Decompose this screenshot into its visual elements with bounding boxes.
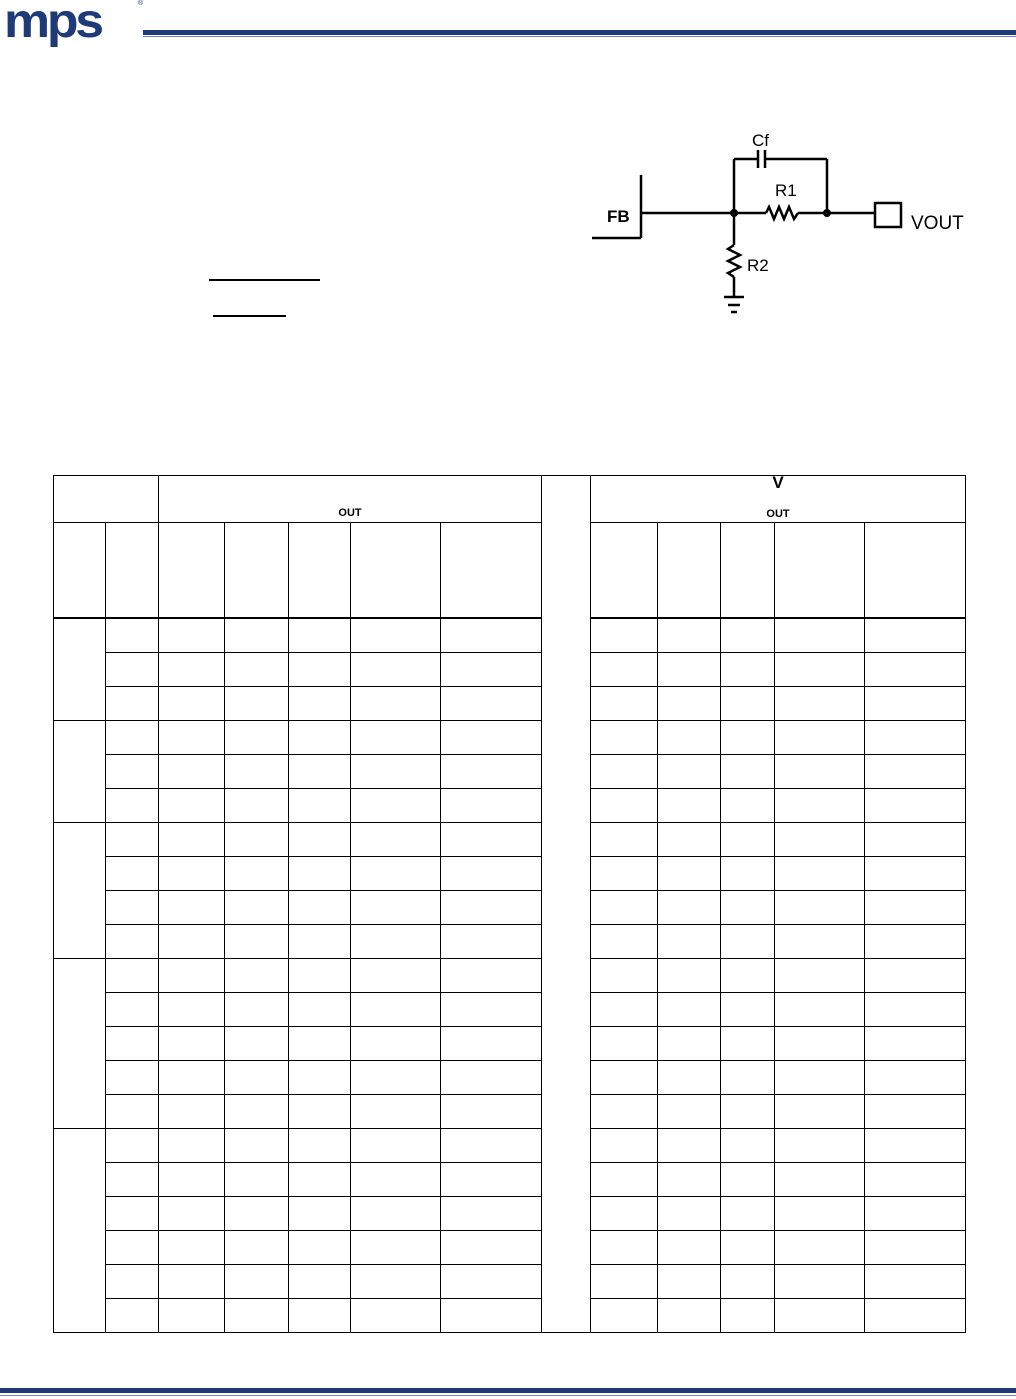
r1-resistor bbox=[766, 207, 798, 219]
table-row bbox=[54, 789, 966, 823]
feedback-network-schematic bbox=[588, 125, 988, 325]
table-row bbox=[54, 891, 966, 925]
table-row bbox=[54, 1061, 966, 1095]
column-header bbox=[54, 523, 106, 619]
junction-dot bbox=[823, 209, 831, 217]
group-cell bbox=[54, 959, 106, 1129]
r2-label: R2 bbox=[747, 256, 769, 275]
logo-text: mps bbox=[4, 0, 101, 48]
fb-label: FB bbox=[607, 207, 630, 226]
equation-fraction-bar bbox=[213, 315, 286, 317]
component-selection-table bbox=[53, 475, 966, 1333]
column-header bbox=[658, 523, 721, 619]
header-rule bbox=[143, 30, 1016, 35]
r1-label: R1 bbox=[775, 181, 797, 200]
vout-label: VOUT bbox=[911, 213, 964, 234]
table-row bbox=[54, 618, 966, 653]
equation-fraction-bar bbox=[209, 279, 320, 281]
table-row bbox=[54, 1027, 966, 1061]
footer-rule-thin bbox=[0, 1395, 1016, 1396]
table-row bbox=[54, 1129, 966, 1163]
column-header bbox=[775, 523, 865, 619]
column-header bbox=[441, 523, 542, 619]
table-gap-column bbox=[542, 476, 591, 1333]
left-vout-subscript: OUT bbox=[338, 507, 362, 519]
table-row bbox=[54, 1299, 966, 1333]
group-cell bbox=[54, 721, 106, 823]
table-row bbox=[54, 959, 966, 993]
left-vout-header bbox=[159, 476, 542, 523]
table-row bbox=[54, 823, 966, 857]
registered-mark: ® bbox=[138, 0, 144, 7]
column-header bbox=[106, 523, 159, 619]
right-vout-subscript: OUT bbox=[766, 508, 790, 520]
group-cell bbox=[54, 823, 106, 959]
table-row bbox=[54, 1163, 966, 1197]
column-header bbox=[865, 523, 966, 619]
column-header bbox=[721, 523, 775, 619]
mps-logo bbox=[4, 0, 144, 48]
right-vout-symbol: V bbox=[772, 473, 784, 492]
group-cell bbox=[54, 618, 106, 721]
column-header bbox=[159, 523, 225, 619]
table-row bbox=[54, 1231, 966, 1265]
vout-terminal bbox=[875, 203, 901, 227]
table-row bbox=[54, 755, 966, 789]
cf-label: Cf bbox=[752, 131, 769, 150]
group-cell bbox=[54, 1129, 106, 1333]
right-vout-header bbox=[591, 473, 966, 523]
table-corner-header bbox=[54, 476, 159, 523]
table-row bbox=[54, 687, 966, 721]
table-row bbox=[54, 1095, 966, 1129]
table-row bbox=[54, 857, 966, 891]
table-row bbox=[54, 721, 966, 755]
table-row bbox=[54, 653, 966, 687]
column-header bbox=[591, 523, 658, 619]
table-row bbox=[54, 1197, 966, 1231]
table-row bbox=[54, 993, 966, 1027]
header-rule-thin bbox=[143, 36, 1016, 37]
column-header bbox=[225, 523, 289, 619]
junction-dot bbox=[730, 209, 738, 217]
footer-rule bbox=[0, 1388, 1016, 1393]
column-header bbox=[289, 523, 351, 619]
table-row bbox=[54, 1265, 966, 1299]
r2-resistor bbox=[728, 245, 740, 277]
column-header bbox=[351, 523, 441, 619]
table-row bbox=[54, 925, 966, 959]
